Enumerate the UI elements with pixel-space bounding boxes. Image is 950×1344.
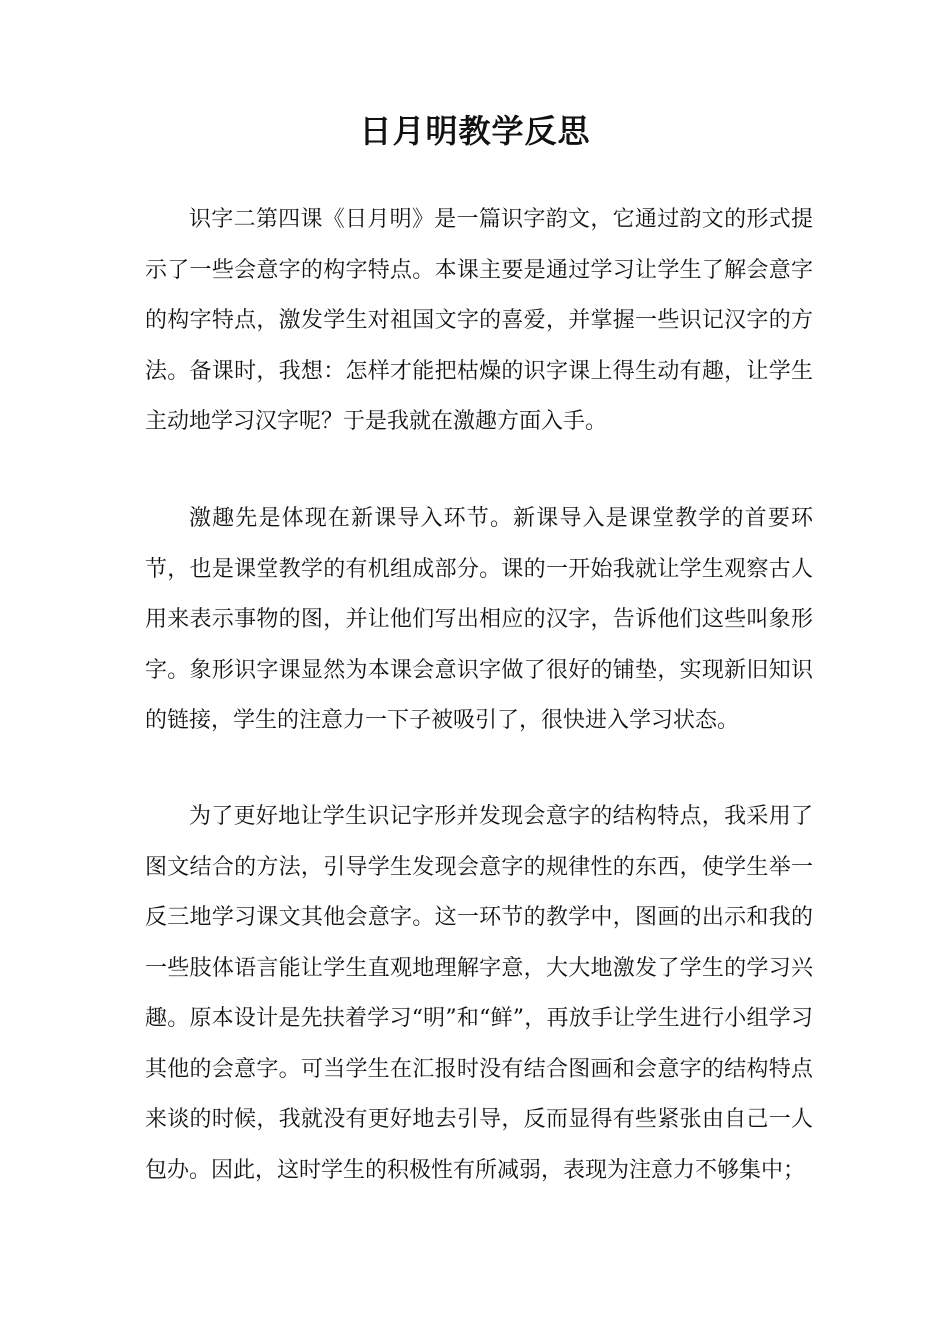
paragraph-2: 激趣先是体现在新课导入环节。新课导入是课堂教学的首要环节，也是课堂教学的有机组成部分。课的一开始我就让学生观察古人用来表示事物的图，并让他们写出相应的汉字，告诉他们这些叫象形字。象形识字课显然为本课会意识字做了很好的铺垫，实现新旧知识的链接，学生的注意力一下子被吸引了，很快进入学习状态。: [145, 506, 813, 733]
paragraph-3: 为了更好地让学生识记字形并发现会意字的结构特点，我采用了图文结合的方法，引导学生发现会意字的规律性的东西，使学生举一反三地学习课文其他会意字。这一环节的教学中，图画的出示和我的一些肢体语言能让学生直观地理解字意，大大地激发了学生的学习兴趣。原本设计是先扶着学习“明”和“鲜”，再放手让学生进行小组学习其他的会意字。可当学生在汇报时没有结合图画和会意字的结构特点来谈的时候，我就没有更好地去引导，反而显得有些紧张由自己一人包办。因此，这时学生的积极性有所减弱，表现为注意力不够集中；: [145, 804, 813, 1183]
document-title: 日月明教学反思: [359, 112, 591, 151]
paragraph-1: 识字二第四课《日月明》是一篇识字韵文，它通过韵文的形式提示了一些会意字的构字特点。本课主要是通过学习让学生了解会意字的构字特点，激发学生对祖国文字的喜爱，并掌握一些识记汉字的方法。备课时，我想：怎样才能把枯燥的识字课上得生动有趣，让学生主动地学习汉字呢？于是我就在激趣方面入手。: [145, 207, 813, 434]
